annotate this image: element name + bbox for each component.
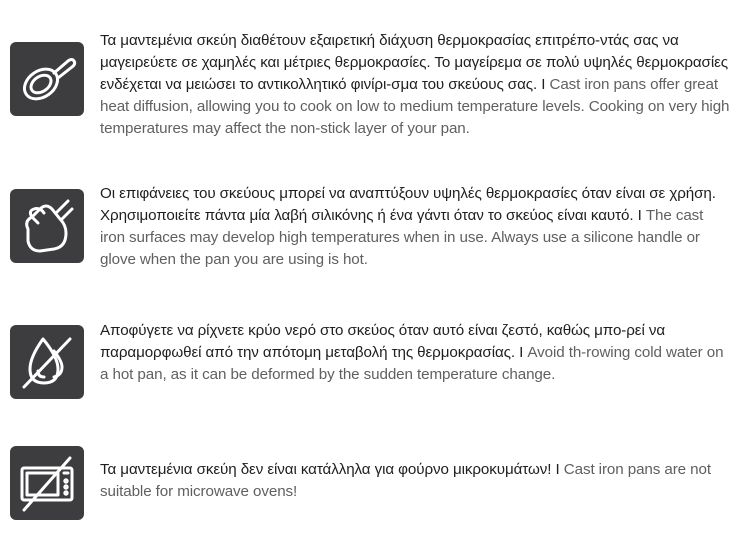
instruction-text [100, 320, 730, 386]
separator: I [555, 461, 560, 478]
english-text: Cast iron pans offer great heat diffusion, allowing you to cook on low to medium temperature levels. Cooking on very high temperatures may affect the non-stick layer of your pan. [100, 76, 730, 137]
greek-text: Οι επιφάνειες του σκεύους μπορεί να αναπτύξουν υψηλές θερμοκρασίες όταν είναι σε χρήση. Χρησιμοποιείτε πάντα μία λαβή σιλικόνης ή ένα γάντι όταν το σκεύος είναι καυτό. [100, 185, 716, 224]
separator: I [519, 344, 524, 361]
no-water-drop-icon [10, 325, 84, 399]
no-microwave-icon [10, 446, 84, 520]
separator: I [541, 76, 546, 93]
greek-text: Τα μαντεμένια σκεύη δεν είναι κατάλληλα για φούρνο μικροκυμάτων! [100, 461, 552, 478]
english-text: Avoid th-rowing cold water on a hot pan, as it can be deformed by the sudden temperature change. [100, 344, 724, 383]
separator: I [637, 207, 642, 224]
greek-text: Τα μαντεμένια σκεύη διαθέτουν εξαιρετική διάχυση θερμοκρασίας επιτρέπο-ντάς σας να μαγειρεύετε σε χαμηλές και μέτριες θερμοκρασίες. Το μαγείρεμα σε πολύ υψηλές θερμοκρασίες ενδέχεται να μειώσει το αντικολλητικό φινίρι-σμα του σκεύους σας. [100, 32, 728, 93]
oven-mitt-icon [10, 189, 84, 263]
instruction-text [100, 30, 730, 140]
greek-text: Αποφύγετε να ρίχνετε κρύο νερό στο σκεύος όταν αυτό είναι ζεστό, καθώς μπο-ρεί να παραμορφωθεί από την απότομη μεταβολή της θερμοκρασίας. [100, 322, 666, 361]
frying-pan-icon [10, 42, 84, 116]
english-text: The cast iron surfaces may develop high temperatures when in use. Always use a silicone handle or glove when the pan you are using is hot. [100, 207, 704, 268]
english-text: Cast iron pans are not suitable for microwave ovens! [100, 461, 711, 500]
instruction-text [100, 459, 730, 503]
instruction-text [100, 183, 730, 271]
